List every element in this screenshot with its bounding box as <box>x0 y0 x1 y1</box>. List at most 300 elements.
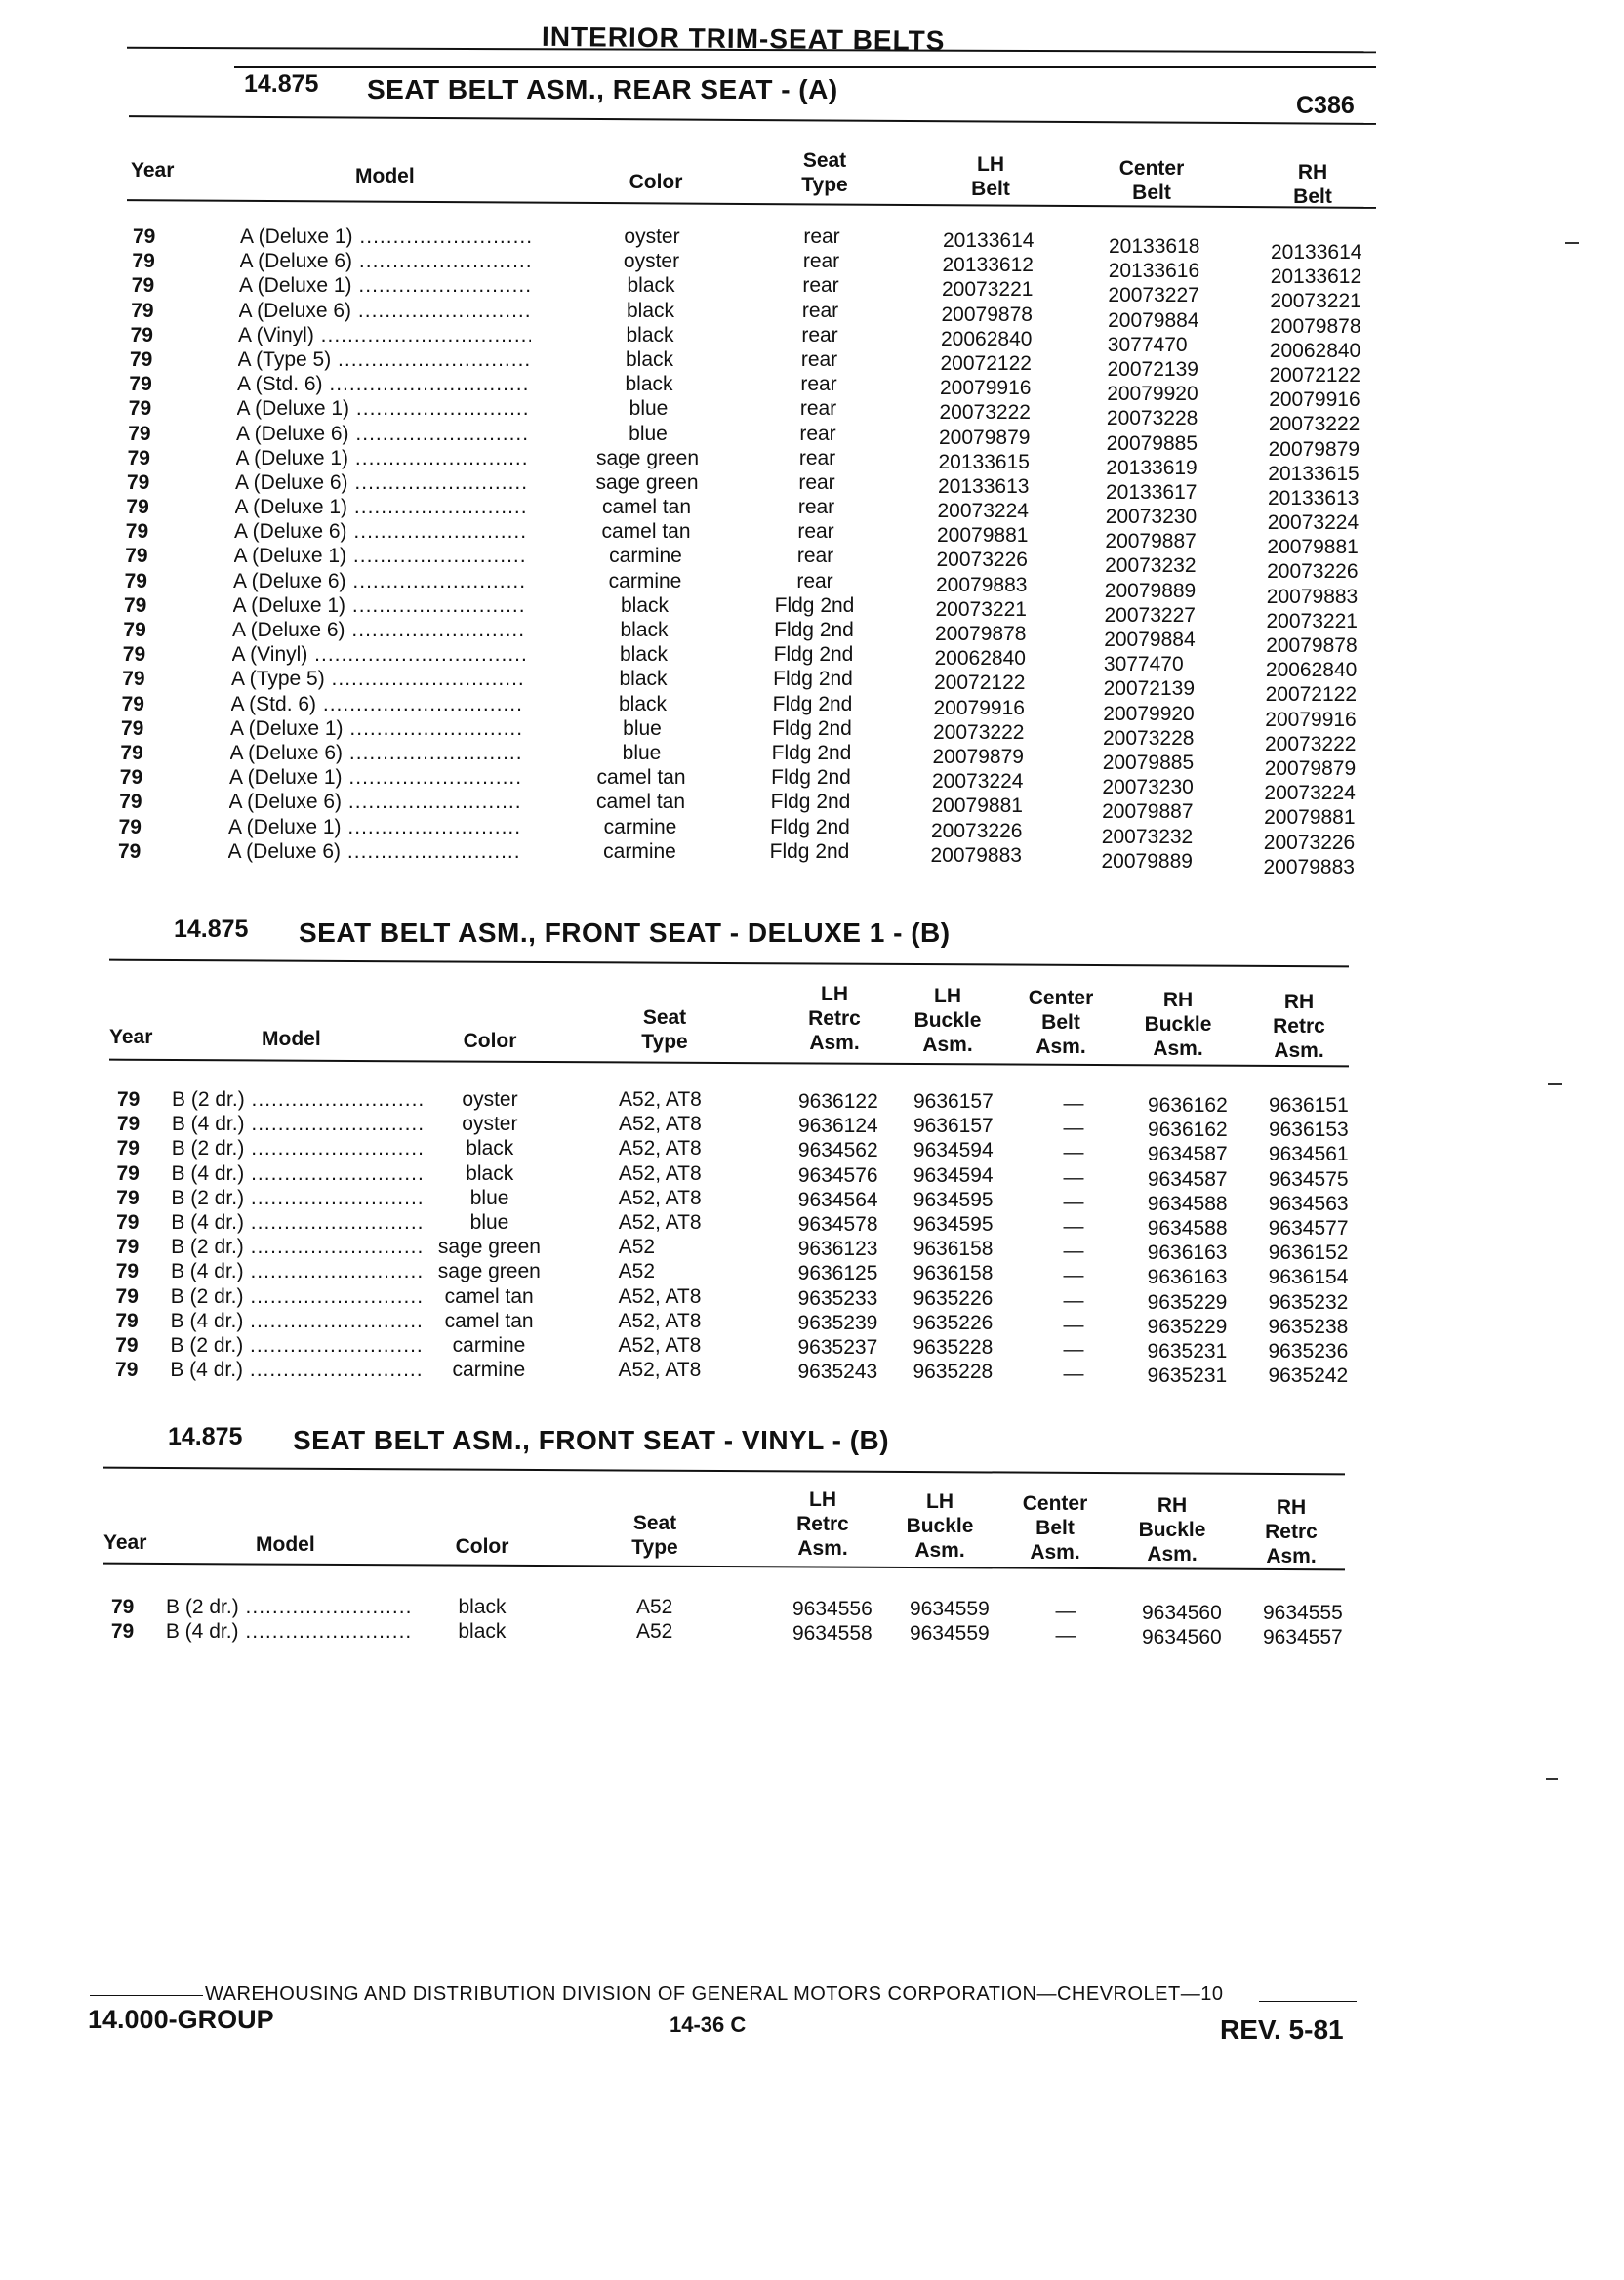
row-part-number: 20079916 <box>1265 708 1357 731</box>
row-part-number: 20073232 <box>1101 825 1194 848</box>
row-year: 79 <box>131 299 154 322</box>
row-seat-type: A52, AT8 <box>618 1161 702 1185</box>
row-part-number: 9634560 <box>1141 1626 1222 1649</box>
row-part-number: 20073228 <box>1106 407 1198 430</box>
row-part-number: 9636122 <box>798 1090 878 1113</box>
title-rule <box>234 66 1376 68</box>
row-part-number: 20079878 <box>1270 314 1361 338</box>
row-part-number: 20072122 <box>934 672 1026 695</box>
row-part-number: 20133614 <box>1271 241 1362 264</box>
footer-division: WAREHOUSING AND DISTRIBUTION DIVISION OF GENERAL MOTORS CORPORATION—CHEVROLET—10 <box>205 1983 1224 2005</box>
row-model: A (Std. 6) ..... <box>237 372 530 396</box>
row-year: 79 <box>131 274 155 298</box>
row-part-number: 20079889 <box>1104 579 1197 602</box>
row-model: B (4 dr.) ..... <box>171 1259 423 1283</box>
row-seat-type: rear <box>800 347 838 371</box>
row-year: 79 <box>116 1210 140 1234</box>
row-part-number: 9634560 <box>1142 1602 1222 1624</box>
row-part-number: 20062840 <box>941 327 1033 350</box>
row-part-number: 20079887 <box>1105 530 1197 553</box>
row-seat-type: A52, AT8 <box>618 1186 702 1209</box>
row-color: blue <box>623 716 662 740</box>
row-color: black <box>458 1596 507 1618</box>
row-seat-type: rear <box>803 225 840 248</box>
section-3-header-center-belt: Center Belt Asm. <box>1022 1492 1088 1564</box>
row-color: carmine <box>609 545 682 568</box>
table-row <box>0 1358 1624 1388</box>
row-part-number: 9634556 <box>792 1598 873 1620</box>
row-part-number: 20079881 <box>937 524 1029 548</box>
row-color: sage green <box>595 446 700 469</box>
table-row <box>0 1619 1624 1649</box>
section-3-rule <box>103 1467 1345 1476</box>
row-center-belt: — <box>1063 1264 1084 1287</box>
table-row <box>0 1309 1624 1338</box>
row-part-number: 20079883 <box>936 573 1028 596</box>
row-seat-type: A52, AT8 <box>618 1359 702 1382</box>
row-model: B (2 dr.) ..... <box>171 1284 423 1309</box>
row-year: 79 <box>130 347 153 371</box>
row-year: 79 <box>115 1333 139 1357</box>
row-part-number: 20073226 <box>1267 560 1359 584</box>
row-year: 79 <box>128 397 152 421</box>
section-2-header-color: Color <box>463 1030 517 1052</box>
row-part-number: 20133618 <box>1109 235 1200 258</box>
row-part-number: 9634562 <box>797 1139 878 1162</box>
row-color: black <box>619 668 668 691</box>
row-part-number: 20079920 <box>1103 702 1195 725</box>
section-2-header-seat-type: Seat Type <box>641 1006 688 1053</box>
section-3-header-seat-type: Seat Type <box>631 1512 678 1559</box>
row-year: 79 <box>123 619 146 641</box>
row-part-number: 20073227 <box>1108 284 1199 307</box>
row-part-number: 9635229 <box>1147 1315 1228 1338</box>
row-part-number: 20133613 <box>938 474 1030 498</box>
table-row <box>0 1210 1624 1240</box>
row-color: oyster <box>623 250 680 273</box>
row-seat-type: rear <box>801 323 838 346</box>
row-part-number: 9635239 <box>797 1311 878 1334</box>
row-part-number: 20073226 <box>931 819 1023 842</box>
row-color: camel tan <box>595 791 686 814</box>
section-3-header-lh-retrc: LH Retrc Asm. <box>796 1488 849 1560</box>
row-color: black <box>466 1161 514 1185</box>
row-part-number: 9635236 <box>1268 1339 1349 1363</box>
section-1-header-seat-type: Seat Type <box>801 149 848 196</box>
row-part-number: 20072122 <box>1265 683 1358 707</box>
row-seat-type: Fldg 2nd <box>771 766 851 790</box>
row-part-number: 9635226 <box>913 1311 994 1334</box>
row-model: A (Deluxe 1) ..... <box>230 716 523 741</box>
row-center-belt: — <box>1063 1214 1084 1238</box>
row-year: 79 <box>130 323 153 346</box>
row-part-number: 9636151 <box>1269 1094 1349 1117</box>
row-part-number: 20079884 <box>1108 308 1199 332</box>
row-part-number: 20079879 <box>1268 437 1360 461</box>
row-part-number: 3077470 <box>1107 333 1188 356</box>
row-part-number: 20062840 <box>934 647 1026 671</box>
row-seat-type: rear <box>802 250 840 273</box>
row-year: 79 <box>124 569 147 592</box>
row-color: camel tan <box>601 520 691 544</box>
row-part-number: 9634587 <box>1147 1143 1228 1166</box>
row-seat-type: A52 <box>618 1260 656 1283</box>
row-part-number: 9636123 <box>797 1238 878 1261</box>
row-year: 79 <box>115 1236 140 1259</box>
section-1-header-rh-belt: RH Belt <box>1293 161 1332 208</box>
table-row <box>0 1333 1624 1363</box>
row-color: oyster <box>462 1088 518 1111</box>
row-color: sage green <box>595 470 699 494</box>
row-part-number: 9635243 <box>797 1361 878 1384</box>
row-seat-type: A52, AT8 <box>618 1284 702 1308</box>
row-part-number: 20073221 <box>1270 290 1361 313</box>
row-center-belt: — <box>1063 1141 1084 1164</box>
row-part-number: 9636162 <box>1147 1119 1228 1142</box>
section-3-header-rh-buckle: RH Buckle Asm. <box>1138 1494 1206 1566</box>
row-seat-type: rear <box>797 496 835 519</box>
row-part-number: 20073222 <box>939 401 1031 425</box>
row-part-number: 9636124 <box>797 1115 878 1138</box>
row-seat-type: rear <box>798 446 836 469</box>
section-3-header-model: Model <box>256 1533 315 1556</box>
row-year: 79 <box>126 496 149 519</box>
row-model: A (Deluxe 1) ..... <box>228 815 521 839</box>
row-model: A (Deluxe 1) ..... <box>235 495 528 519</box>
row-year: 79 <box>129 373 152 396</box>
row-part-number: 20133617 <box>1106 480 1198 504</box>
row-year: 79 <box>118 815 142 838</box>
row-year: 79 <box>117 1088 141 1111</box>
row-seat-type: A52, AT8 <box>618 1137 702 1160</box>
table-row <box>0 1136 1624 1166</box>
row-part-number: 9634575 <box>1268 1167 1349 1191</box>
section-2-table <box>0 1087 1624 1388</box>
row-color: carmine <box>452 1333 526 1357</box>
row-seat-type: rear <box>796 569 833 592</box>
row-model: B (2 dr.) ..... <box>172 1136 424 1160</box>
row-part-number: 9634559 <box>909 1622 990 1646</box>
row-part-number: 9636163 <box>1147 1242 1228 1265</box>
section-1-header-color: Color <box>629 171 683 193</box>
row-year: 79 <box>116 1161 140 1185</box>
scan-mark <box>1565 242 1579 244</box>
row-part-number: 9636153 <box>1268 1119 1349 1142</box>
section-1-table <box>0 224 1624 878</box>
row-seat-type: Fldg 2nd <box>769 839 850 863</box>
row-color: blue <box>629 422 668 445</box>
row-part-number: 9634588 <box>1147 1216 1228 1240</box>
row-part-number: 20073221 <box>935 597 1027 621</box>
row-part-number: 20073222 <box>1265 732 1357 755</box>
row-part-number: 9635231 <box>1147 1339 1228 1363</box>
row-part-number: 20079878 <box>1266 634 1358 657</box>
row-part-number: 9634594 <box>913 1139 994 1162</box>
row-model: A (Deluxe 6) ..... <box>232 618 525 642</box>
row-year: 79 <box>118 839 142 863</box>
row-model: B (2 dr.) ..... <box>171 1186 423 1210</box>
row-color: blue <box>629 397 669 421</box>
row-part-number: 9634558 <box>792 1622 873 1646</box>
row-model: A (Deluxe 6) ..... <box>239 299 532 323</box>
row-part-number: 20073227 <box>1104 603 1196 627</box>
row-part-number: 9634588 <box>1147 1192 1228 1215</box>
row-part-number: 20073224 <box>1264 782 1356 805</box>
row-part-number: 9635226 <box>913 1286 994 1310</box>
row-part-number: 20073224 <box>1267 511 1360 535</box>
footer-rule-right <box>1259 2001 1357 2002</box>
row-model: A (Deluxe 6) ..... <box>240 249 533 273</box>
row-seat-type: A52 <box>618 1236 656 1259</box>
row-model: A (Vinyl) ..... <box>238 323 531 347</box>
row-part-number: 20073226 <box>936 549 1028 572</box>
row-color: sage green <box>437 1260 541 1283</box>
row-model: B (2 dr.) ..... <box>166 1595 410 1619</box>
row-seat-type: A52, AT8 <box>618 1113 702 1136</box>
section-2-header-rh-buckle: RH Buckle Asm. <box>1144 989 1212 1060</box>
section-1-header-model: Model <box>355 165 415 187</box>
row-color: black <box>625 347 674 371</box>
row-seat-type: A52 <box>635 1620 673 1644</box>
section-3-table <box>0 1595 1624 1649</box>
row-part-number: 20079878 <box>941 303 1033 326</box>
row-part-number: 20079884 <box>1104 629 1196 651</box>
row-part-number: 20079916 <box>1269 388 1360 412</box>
row-color: black <box>626 299 675 322</box>
row-seat-type: rear <box>796 545 834 568</box>
row-year: 79 <box>124 593 147 617</box>
row-part-number: 3077470 <box>1103 653 1184 676</box>
row-seat-type: Fldg 2nd <box>770 791 851 814</box>
row-part-number: 20073226 <box>1263 831 1356 854</box>
row-part-number: 9635242 <box>1268 1364 1349 1388</box>
row-part-number: 20079889 <box>1101 849 1193 873</box>
scan-mark <box>1546 1778 1558 1780</box>
row-part-number: 9635228 <box>913 1361 994 1384</box>
row-part-number: 20079879 <box>939 426 1031 449</box>
row-part-number: 9635233 <box>797 1286 878 1310</box>
row-center-belt: — <box>1063 1363 1084 1386</box>
section-2-header-lh-buckle: LH Buckle Asm. <box>914 985 982 1056</box>
row-seat-type: Fldg 2nd <box>772 692 853 715</box>
row-model: A (Deluxe 6) ..... <box>229 790 522 814</box>
row-part-number: 9636163 <box>1147 1266 1228 1289</box>
row-color: camel tan <box>444 1284 534 1308</box>
section-2-number: 14.875 <box>174 916 249 943</box>
row-year: 79 <box>119 766 143 790</box>
row-year: 79 <box>127 446 150 469</box>
row-model: A (Deluxe 6) ..... <box>234 519 527 544</box>
section-3-number: 14.875 <box>168 1423 243 1450</box>
row-center-belt: — <box>1063 1337 1084 1361</box>
section-1-header-year: Year <box>131 159 175 182</box>
section-1-title: SEAT BELT ASM., REAR SEAT - (A) <box>367 74 838 104</box>
row-year: 79 <box>121 692 144 715</box>
footer-group: 14.000-GROUP <box>88 2005 274 2034</box>
row-year: 79 <box>115 1309 139 1332</box>
row-seat-type: rear <box>801 299 839 322</box>
section-3-header-rh-retrc: RH Retrc Asm. <box>1265 1496 1318 1568</box>
row-model: B (2 dr.) ..... <box>172 1087 424 1112</box>
table-row <box>0 1161 1624 1191</box>
row-color: camel tan <box>444 1309 534 1332</box>
row-color: carmine <box>608 569 682 592</box>
row-part-number: 20079881 <box>1264 806 1356 830</box>
row-year: 79 <box>127 470 150 494</box>
row-model: B (2 dr.) ..... <box>171 1333 423 1358</box>
section-2-rule <box>109 959 1349 968</box>
row-year: 79 <box>125 520 149 544</box>
row-part-number: 9634576 <box>797 1163 878 1187</box>
row-part-number: 9636157 <box>914 1090 994 1113</box>
row-part-number: 20073224 <box>937 500 1029 523</box>
row-part-number: 9634577 <box>1268 1216 1349 1240</box>
row-part-number: 20073228 <box>1103 726 1195 750</box>
row-color: black <box>458 1620 507 1644</box>
row-model: A (Deluxe 1) ..... <box>229 765 522 790</box>
row-center-belt: — <box>1063 1288 1084 1312</box>
row-part-number: 9636158 <box>913 1238 994 1261</box>
row-part-number: 9634594 <box>913 1163 994 1187</box>
row-model: B (4 dr.) ..... <box>172 1112 424 1136</box>
section-2-header-year: Year <box>109 1026 153 1048</box>
row-seat-type: Fldg 2nd <box>773 643 854 667</box>
row-year: 79 <box>115 1284 139 1308</box>
row-center-belt: — <box>1063 1240 1084 1263</box>
row-model: B (4 dr.) ..... <box>166 1619 410 1644</box>
row-part-number: 9634587 <box>1147 1167 1228 1191</box>
row-center-belt: — <box>1063 1117 1084 1140</box>
row-seat-type: rear <box>799 397 837 421</box>
row-part-number: 9635231 <box>1147 1364 1228 1388</box>
section-2-header-model: Model <box>262 1028 321 1050</box>
row-part-number: 9634559 <box>910 1598 990 1620</box>
row-year: 79 <box>116 1113 141 1136</box>
section-1-number: 14.875 <box>244 70 319 98</box>
row-model: A (Std. 6) ..... <box>231 692 524 716</box>
row-seat-type: rear <box>802 274 839 298</box>
table-row <box>0 1284 1624 1314</box>
footer-revision: REV. 5-81 <box>1220 2015 1344 2045</box>
row-color: carmine <box>603 839 676 863</box>
row-center-belt: — <box>1063 1190 1084 1213</box>
row-part-number: 20079881 <box>931 794 1023 818</box>
row-color: oyster <box>462 1113 518 1136</box>
row-part-number: 20133615 <box>938 450 1030 473</box>
row-color: black <box>619 643 669 667</box>
row-center-belt: — <box>1055 1624 1076 1648</box>
row-part-number: 20079883 <box>930 843 1022 867</box>
row-color: black <box>627 274 675 298</box>
row-part-number: 20072122 <box>1269 363 1360 387</box>
row-part-number: 20073222 <box>1268 413 1360 436</box>
row-seat-type: A52, AT8 <box>618 1333 702 1357</box>
row-part-number: 20062840 <box>1265 659 1358 682</box>
row-seat-type: rear <box>797 520 834 544</box>
section-2-title: SEAT BELT ASM., FRONT SEAT - DELUXE 1 - (B) <box>299 917 951 948</box>
section-3-header-lh-buckle: LH Buckle Asm. <box>906 1490 974 1562</box>
row-model: A (Deluxe 6) ..... <box>233 569 526 593</box>
row-seat-type: Fldg 2nd <box>773 668 853 691</box>
row-year: 79 <box>115 1359 139 1382</box>
section-2-header-center-belt: Center Belt Asm. <box>1028 987 1094 1058</box>
row-part-number: 20073230 <box>1102 776 1194 799</box>
row-part-number: 9634595 <box>913 1188 994 1211</box>
row-part-number: 20073232 <box>1105 554 1197 578</box>
row-model: B (2 dr.) ..... <box>171 1235 423 1259</box>
row-color: black <box>620 619 669 641</box>
row-color: black <box>620 593 670 617</box>
row-model: A (Deluxe 1) ..... <box>237 396 530 421</box>
row-model: A (Deluxe 1) ..... <box>239 273 532 298</box>
row-part-number: 9634564 <box>797 1188 878 1211</box>
row-part-number: 9635238 <box>1268 1315 1349 1338</box>
row-year: 79 <box>110 1620 135 1644</box>
row-seat-type: Fldg 2nd <box>771 741 852 764</box>
section-2-header-rh-retrc: RH Retrc Asm. <box>1273 991 1325 1062</box>
row-year: 79 <box>119 791 142 814</box>
row-part-number: 9634563 <box>1268 1192 1349 1215</box>
row-model: A (Deluxe 6) ..... <box>236 422 529 446</box>
row-part-number: 9635232 <box>1268 1290 1349 1314</box>
row-part-number: 20079879 <box>932 745 1024 768</box>
row-seat-type: A52, AT8 <box>618 1210 702 1234</box>
table-row <box>0 1235 1624 1265</box>
row-model: B (4 dr.) ..... <box>170 1358 422 1382</box>
footer-page-number: 14-36 C <box>670 2013 747 2037</box>
table-row <box>0 1186 1624 1215</box>
row-part-number: 20133614 <box>943 229 1035 252</box>
row-year: 79 <box>122 668 145 691</box>
row-color: oyster <box>624 225 680 248</box>
row-part-number: 9636154 <box>1268 1266 1349 1289</box>
row-year: 79 <box>125 545 148 568</box>
row-color: camel tan <box>596 766 686 790</box>
row-color: sage green <box>437 1236 541 1259</box>
section-3-header-color: Color <box>455 1535 509 1558</box>
row-part-number: 20079920 <box>1107 383 1198 406</box>
row-part-number: 9634595 <box>913 1212 994 1236</box>
row-part-number: 9634555 <box>1263 1602 1343 1624</box>
row-part-number: 9634561 <box>1268 1143 1349 1166</box>
row-seat-type: Fldg 2nd <box>774 619 854 641</box>
row-part-number: 20072122 <box>940 351 1032 375</box>
row-model: A (Deluxe 6) ..... <box>228 839 521 864</box>
row-model: A (Deluxe 1) ..... <box>240 224 533 249</box>
row-part-number: 20073230 <box>1105 506 1198 529</box>
row-color: black <box>626 323 674 346</box>
row-year: 79 <box>111 1596 135 1618</box>
row-part-number: 20079878 <box>935 623 1027 645</box>
scan-mark <box>1548 1083 1562 1085</box>
row-model: A (Vinyl) ..... <box>232 642 525 667</box>
row-model: A (Deluxe 6) ..... <box>235 470 528 495</box>
row-year: 79 <box>132 250 155 273</box>
row-part-number: 9636157 <box>913 1115 994 1138</box>
row-color: carmine <box>452 1359 526 1382</box>
row-model: A (Deluxe 1) ..... <box>233 593 526 618</box>
row-part-number: 9636125 <box>797 1262 878 1285</box>
row-part-number: 9634578 <box>797 1212 878 1236</box>
row-part-number: 20079879 <box>1264 756 1357 780</box>
row-part-number: 20079883 <box>1263 855 1355 878</box>
row-part-number: 20062840 <box>1269 339 1361 362</box>
table-row <box>0 1259 1624 1289</box>
row-color: blue <box>469 1210 509 1234</box>
row-part-number: 9636152 <box>1268 1242 1349 1265</box>
section-1-header-center-belt: Center Belt <box>1118 157 1185 204</box>
table-row <box>0 1595 1624 1624</box>
